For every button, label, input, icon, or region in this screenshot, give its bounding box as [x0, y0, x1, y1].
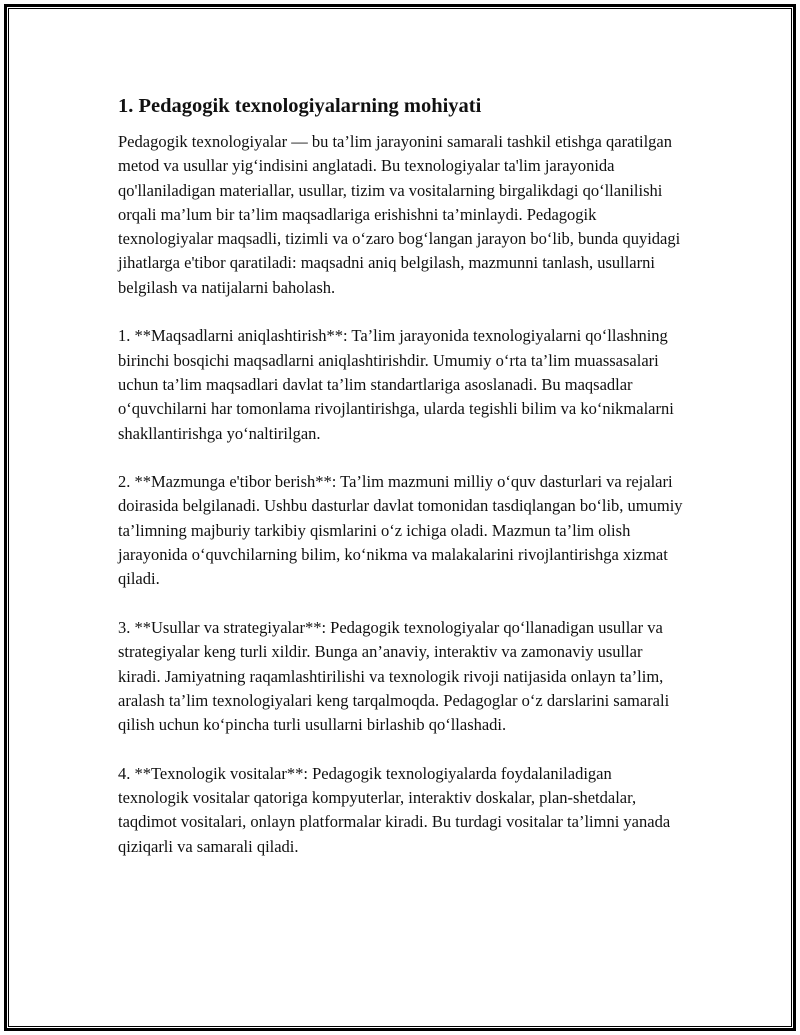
- paragraph-methods: 3. **Usullar va strategiyalar**: Pedagogik texnologiyalar qo‘llanadigan usullar va strategiyalar keng turli xildir. Bunga an’anaviy, interaktiv va zamonaviy usullar kiradi. Jamiyatning raqamlashtirilishi va texnologik rivoji natijasida onlayn ta’lim, aralash ta’lim texnologiyalari keng tarqalmoqda. Pedagoglar o‘z darslarini samarali qilish uchun ko‘pincha turli usullarni birlashib qo‘llashadi.: [118, 617, 670, 735]
- paragraph-content: 2. **Mazmunga e'tibor berish**: Ta’lim mazmuni milliy o‘quv dasturlari va rejalari doirasida belgilanadi. Ushbu dasturlar davlat tomonidan tasdiqlangan bo‘lib, umumiy ta’limning majburiy tarkibiy qismlarini o‘z ichiga oladi. Mazmun ta’lim olish jarayonida o‘quvchilarning bilim, ko‘nikma va malakalarini rivojlantirishga xizmat qiladi.: [118, 472, 683, 589]
- intro-paragraph: Pedagogik texnologiyalar — bu ta’lim jarayonini samarali tashkil etishga qaratilgan metod va usullar yig‘indisini anglatadi. Bu texnologiyalar ta'lim jarayonida qo'llaniladigan materiallar, usullar, tizim va vositalarning birgalikdagi qo‘llanilishi orqali ma’lum bir ta’lim maqsadlariga erishishni ta’minlaydi. Pedagogik texnologiyalar maqsadli, tizimli va o‘zaro bog‘langan jarayon bo‘lib, bunda quyidagi jihatlarga e'tibor qaratiladi: maqsadni aniq belgilash, mazmunni tanlash, usullarni belgilash va natijalarni baholash.: [118, 132, 681, 297]
- document-body: [118, 92, 684, 883]
- section-heading: 1. Pedagogik texnologiyalarning mohiyati: [118, 95, 482, 117]
- paragraph-tools: 4. **Texnologik vositalar**: Pedagogik texnologiyalarda foydalaniladigan texnologik vositalar qatoriga kompyuterlar, interaktiv doskalar, plan-shetdalar, taqdimot vositalari, onlayn platformalar kiradi. Bu turdagi vositalar ta’limni yanada qiziqarli va samarali qiladi.: [118, 763, 671, 856]
- paragraph-goals: 1. **Maqsadlarni aniqlashtirish**: Ta’lim jarayonida texnologiyalarni qo‘llashning birinchi bosqichi maqsadlarni aniqlashtirishdir. Umumiy o‘rta ta’lim muassasalari uchun ta’lim maqsadlari davlat ta’lim standartlariga asoslanadi. Bu maqsadlar o‘quvchilarni har tomonlama rivojlantirishga, ularda tegishli bilim va ko‘nikmalarni shakllantirishga yo‘naltirilgan.: [118, 326, 674, 443]
